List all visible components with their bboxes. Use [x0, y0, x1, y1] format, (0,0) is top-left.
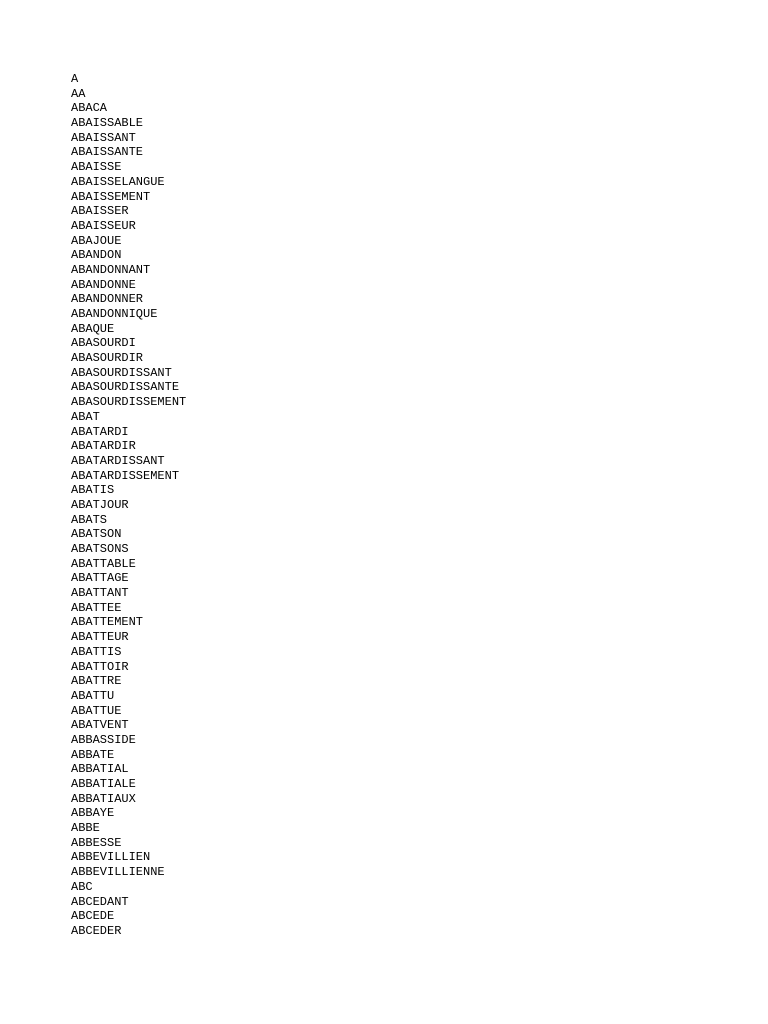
word-entry: ABATARDISSANT [71, 453, 165, 468]
word-entry: ABANDONNER [71, 292, 144, 307]
word-entry: ABASOURDISSANTE [71, 380, 180, 395]
word-entry: ABAQUE [71, 321, 115, 336]
word-entry: ABATSON [71, 527, 122, 542]
word-entry: ABATTEE [71, 600, 122, 615]
word-entry: ABBATE [71, 747, 115, 762]
word-entry: ABATTOIR [71, 659, 129, 674]
word-entry: ABATIS [71, 483, 115, 498]
word-entry: ABATTAGE [71, 571, 129, 586]
word-entry: ABANDONNIQUE [71, 307, 158, 321]
word-entry: ABAISSEUR [71, 218, 136, 233]
word-entry: ABATTEMENT [71, 615, 144, 630]
word-entry: ABATTU [71, 688, 115, 703]
word-entry: ABATTANT [71, 586, 129, 601]
word-entry: ABC [71, 879, 93, 894]
word-entry: ABATTEUR [71, 630, 129, 645]
word-entry: ABATARDIR [71, 439, 136, 454]
word-entry: ABBATIAL [71, 762, 129, 777]
word-entry: ABAISSEMENT [71, 189, 151, 204]
word-entry: ABATJOUR [71, 497, 129, 512]
word-list [71, 72, 186, 939]
word-entry: ABAISSE [71, 160, 122, 175]
word-entry: ABAJOUE [71, 233, 122, 248]
word-entry: ABATSONS [71, 542, 129, 556]
word-entry: ABATARDI [71, 424, 129, 439]
word-entry: ABBESSE [71, 835, 122, 850]
word-entry: ABCEDE [71, 909, 115, 924]
word-entry: ABATARDISSEMENT [71, 468, 180, 483]
word-entry: ABBATIALE [71, 777, 136, 791]
word-entry: ABANDONNE [71, 277, 136, 292]
word-entry: ABATS [71, 512, 108, 527]
word-entry: ABANDON [71, 248, 122, 263]
word-entry: ABAISSANTE [71, 145, 144, 160]
word-entry: ABBATIAUX [71, 791, 136, 806]
word-entry: ABCEDANT [71, 894, 129, 909]
word-entry: ABAISSANT [71, 130, 136, 145]
word-entry: ABATVENT [71, 718, 129, 733]
word-entry: ABATTIS [71, 644, 122, 659]
word-entry: ABBASSIDE [71, 732, 136, 747]
word-entry: ABBEVILLIENNE [71, 865, 165, 880]
word-entry: ABANDONNANT [71, 262, 151, 277]
word-entry: ABACA [71, 101, 108, 116]
word-entry: A [71, 72, 79, 86]
word-entry: ABATTRE [71, 674, 122, 689]
word-entry: ABATTABLE [71, 556, 136, 571]
word-entry: ABASOURDISSEMENT [71, 395, 187, 410]
word-entry: ABCEDER [71, 923, 122, 938]
word-entry: ABBEVILLIEN [71, 850, 151, 865]
word-entry: ABASOURDI [71, 336, 136, 351]
word-entry: AA [71, 86, 86, 101]
word-entry: ABBAYE [71, 806, 115, 821]
word-entry: ABASOURDIR [71, 351, 144, 366]
word-entry: ABATTUE [71, 703, 122, 718]
word-entry: ABBE [71, 821, 100, 836]
word-entry: ABAISSER [71, 204, 129, 219]
word-entry: ABAISSABLE [71, 116, 144, 131]
word-entry: ABAISSELANGUE [71, 174, 165, 189]
word-entry: ABASOURDISSANT [71, 365, 172, 380]
word-entry: ABAT [71, 409, 100, 424]
